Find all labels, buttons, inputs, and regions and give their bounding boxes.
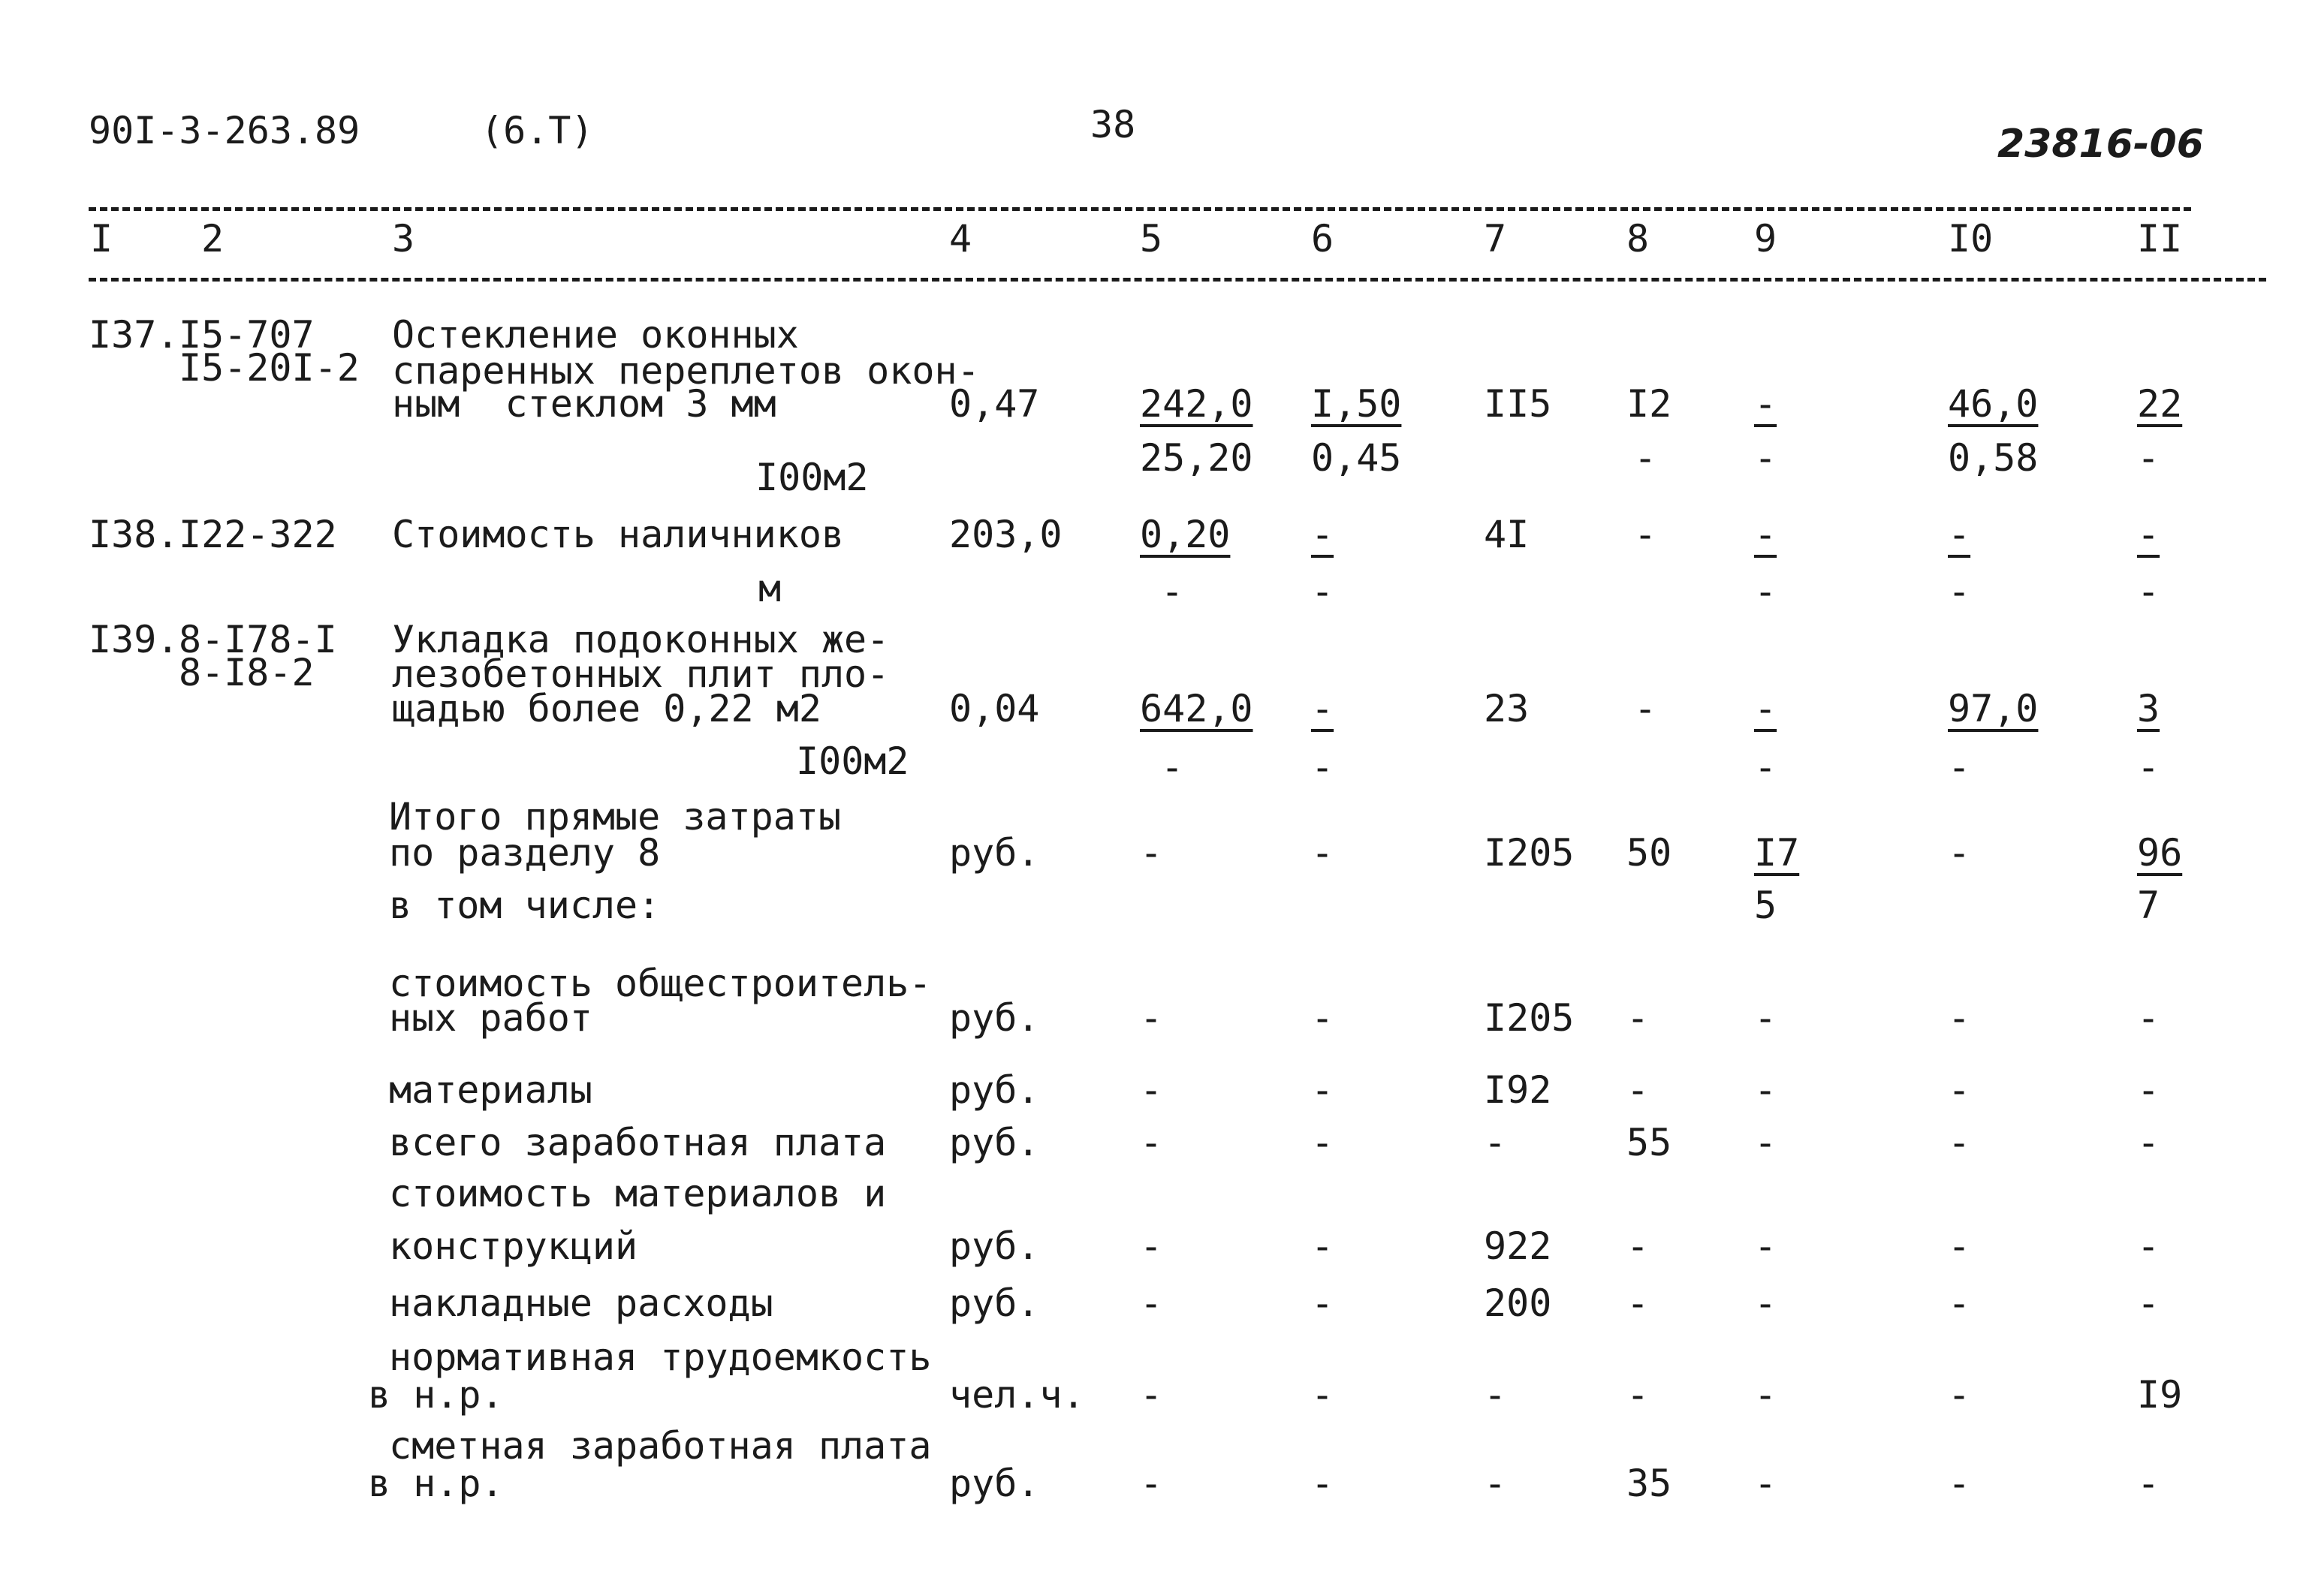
cell-c9-lower: - <box>1754 570 1777 613</box>
cell-c6: - <box>1311 1462 1334 1505</box>
cell-c6: I,50 <box>1311 382 1402 426</box>
cell-c6: - <box>1311 996 1334 1040</box>
cell-c7: - <box>1484 1373 1507 1417</box>
cell-c5: - <box>1140 1068 1163 1112</box>
cell-c7: 4I <box>1484 513 1530 556</box>
cell-c5-lower: - <box>1161 745 1184 789</box>
totals-label: по разделу 8 <box>389 831 661 875</box>
cell-c5: - <box>1140 1462 1163 1505</box>
cell-c6: - <box>1311 1224 1334 1268</box>
cell-c10-lower: - <box>1948 745 1971 789</box>
column-header-10: I0 <box>1948 217 1994 260</box>
cell-c7: 922 <box>1484 1224 1552 1268</box>
cell-c8-lower: - <box>1634 436 1657 480</box>
work-description: щадью более 0,22 м2 <box>392 687 821 730</box>
column-header-9: 9 <box>1754 217 1777 260</box>
cell-c6: - <box>1311 1068 1334 1112</box>
cell-c7: - <box>1484 1121 1507 1164</box>
cell-c9: - <box>1754 513 1777 556</box>
norm-code: 8-I78-I <box>179 618 337 661</box>
handwritten-inventory-number: 23816-06 <box>1997 122 2204 167</box>
cell-c8: - <box>1626 1373 1650 1417</box>
cell-c8: - <box>1626 1224 1650 1268</box>
cell-c6: - <box>1311 687 1334 730</box>
cell-c6: - <box>1311 1281 1334 1325</box>
breakdown-label: конструкций <box>389 1224 638 1268</box>
cell-c9: - <box>1754 1068 1777 1112</box>
cell-c9-lower: 5 <box>1754 884 1777 927</box>
breakdown-label: в н.р. <box>368 1462 504 1505</box>
norm-code: I5-707 <box>179 313 315 357</box>
measure-unit: I00м2 <box>755 456 869 499</box>
measure-unit: I00м2 <box>796 739 909 783</box>
cell-c8: - <box>1626 1281 1650 1325</box>
cell-c11: 96 <box>2137 831 2183 875</box>
cell-c10: - <box>1948 1462 1971 1505</box>
cell-c9: - <box>1754 382 1777 426</box>
cell-c6: - <box>1311 1373 1334 1417</box>
cell-c6-lower: - <box>1311 745 1334 789</box>
cell-c5-lower: 25,20 <box>1140 436 1253 480</box>
work-description: Стоимость наличников <box>392 513 845 556</box>
measure-unit: чел.ч. <box>949 1373 1085 1417</box>
cell-c8: 55 <box>1626 1121 1672 1164</box>
cell-c5: - <box>1140 1373 1163 1417</box>
measure-unit: руб. <box>949 1462 1040 1505</box>
norm-code: 8-I8-2 <box>179 651 315 694</box>
row-number: I37. <box>89 313 179 357</box>
cell-c10: - <box>1948 831 1971 875</box>
work-description: лезобетонных плит пло- <box>392 652 890 696</box>
cell-c6-lower: - <box>1311 570 1334 613</box>
cell-c10-lower: - <box>1948 570 1971 613</box>
measure-unit: м <box>758 567 782 610</box>
cell-c11: 3 <box>2137 687 2160 730</box>
cell-c10: 97,0 <box>1948 687 2039 730</box>
cell-c8: - <box>1634 687 1657 730</box>
breakdown-label: стоимость общестроитель- <box>389 962 932 1005</box>
breakdown-label: стоимость материалов и <box>389 1172 887 1215</box>
document-code: 90I-3-263.89 <box>89 109 360 152</box>
cell-c11: 22 <box>2137 382 2183 426</box>
cell-c9: - <box>1754 1121 1777 1164</box>
cell-c11: - <box>2137 1224 2160 1268</box>
measure-unit: руб. <box>949 996 1040 1040</box>
cell-c5: - <box>1140 1224 1163 1268</box>
column-header-6: 6 <box>1311 217 1334 260</box>
cell-c11-lower: - <box>2137 436 2160 480</box>
cell-c9-lower: - <box>1754 436 1777 480</box>
cell-c8: I2 <box>1626 382 1672 426</box>
breakdown-label: накладные расходы <box>389 1281 773 1325</box>
cell-c11: - <box>2137 1068 2160 1112</box>
cell-c9: - <box>1754 1281 1777 1325</box>
breakdown-label: сметная заработная плата <box>389 1424 932 1468</box>
breakdown-label: всего заработная плата <box>389 1121 887 1164</box>
column-header-1: I <box>90 217 113 260</box>
cell-c10: - <box>1948 1224 1971 1268</box>
cell-c7: - <box>1484 1462 1507 1505</box>
cell-c11-lower: - <box>2137 745 2160 789</box>
totals-label: Итого прямые затраты <box>389 795 842 839</box>
cell-c7: I205 <box>1484 996 1575 1040</box>
cell-c9: - <box>1754 996 1777 1040</box>
breakdown-label: в н.р. <box>368 1373 504 1417</box>
cell-c7: 200 <box>1484 1281 1552 1325</box>
cell-c9: I7 <box>1754 831 1800 875</box>
cell-c9: - <box>1754 1373 1777 1417</box>
work-description: спаренных переплетов окон- <box>392 349 980 393</box>
cell-c11: - <box>2137 996 2160 1040</box>
work-description: ным стеклом 3 мм <box>392 382 776 426</box>
cell-c5: - <box>1140 1281 1163 1325</box>
cell-c10: - <box>1948 1281 1971 1325</box>
page-number: 38 <box>1090 103 1136 146</box>
quantity: 0,47 <box>949 382 1040 426</box>
cell-c11: - <box>2137 1462 2160 1505</box>
cell-c10-lower: 0,58 <box>1948 436 2039 480</box>
cell-c10: 46,0 <box>1948 382 2039 426</box>
table-header-rule <box>89 278 2266 282</box>
row-number: I39. <box>89 618 179 661</box>
work-description: Остекление оконных <box>392 313 799 357</box>
cell-c7: II5 <box>1484 382 1552 426</box>
table-top-rule <box>89 207 2191 211</box>
album-mark: (6.Т) <box>481 109 594 152</box>
column-header-8: 8 <box>1626 217 1650 260</box>
measure-unit: руб. <box>949 1224 1040 1268</box>
norm-code: I5-20I-2 <box>179 346 360 390</box>
cell-c7: 23 <box>1484 687 1530 730</box>
cell-c8: - <box>1634 513 1657 556</box>
cell-c8: - <box>1626 996 1650 1040</box>
cell-c8: 35 <box>1626 1462 1672 1505</box>
column-header-3: 3 <box>392 217 415 260</box>
breakdown-label: нормативная трудоемкость <box>389 1336 932 1379</box>
cell-c11-lower: 7 <box>2137 884 2160 927</box>
cell-c11-lower: - <box>2137 570 2160 613</box>
including-label: в том числе: <box>389 884 661 927</box>
cell-c10: - <box>1948 1373 1971 1417</box>
breakdown-label: материалы <box>389 1068 592 1112</box>
column-header-2: 2 <box>201 217 225 260</box>
cell-c11: I9 <box>2137 1373 2183 1417</box>
breakdown-label: ных работ <box>389 996 592 1040</box>
cell-c10: - <box>1948 1068 1971 1112</box>
cell-c9: - <box>1754 1224 1777 1268</box>
cell-c9: - <box>1754 1462 1777 1505</box>
cell-c6-lower: 0,45 <box>1311 436 1402 480</box>
column-header-7: 7 <box>1484 217 1507 260</box>
cell-c8: 50 <box>1626 831 1672 875</box>
cell-c5: 642,0 <box>1140 687 1253 730</box>
work-description: Укладка подоконных же- <box>392 618 890 661</box>
cell-c5: 242,0 <box>1140 382 1253 426</box>
cell-c10: - <box>1948 996 1971 1040</box>
cell-c10: - <box>1948 1121 1971 1164</box>
measure-unit: руб. <box>949 1281 1040 1325</box>
measure-unit: руб. <box>949 831 1040 875</box>
measure-unit: руб. <box>949 1068 1040 1112</box>
cell-c7: I205 <box>1484 831 1575 875</box>
cell-c8: - <box>1626 1068 1650 1112</box>
quantity: 203,0 <box>949 513 1063 556</box>
cell-c6: - <box>1311 831 1334 875</box>
cell-c6: - <box>1311 513 1334 556</box>
column-header-5: 5 <box>1140 217 1163 260</box>
cell-c5-lower: - <box>1161 570 1184 613</box>
quantity: 0,04 <box>949 687 1040 730</box>
cell-c10: - <box>1948 513 1971 556</box>
cell-c11: - <box>2137 1121 2160 1164</box>
cell-c9: - <box>1754 687 1777 730</box>
cell-c9-lower: - <box>1754 745 1777 789</box>
column-header-11: II <box>2137 217 2183 260</box>
cell-c11: - <box>2137 1281 2160 1325</box>
cell-c6: - <box>1311 1121 1334 1164</box>
cell-c5: - <box>1140 831 1163 875</box>
cell-c5: - <box>1140 996 1163 1040</box>
norm-code: I22-322 <box>179 513 337 556</box>
row-number: I38. <box>89 513 179 556</box>
cell-c7: I92 <box>1484 1068 1552 1112</box>
cell-c11: - <box>2137 513 2160 556</box>
cell-c5: - <box>1140 1121 1163 1164</box>
measure-unit: руб. <box>949 1121 1040 1164</box>
cell-c5: 0,20 <box>1140 513 1231 556</box>
column-header-4: 4 <box>949 217 972 260</box>
